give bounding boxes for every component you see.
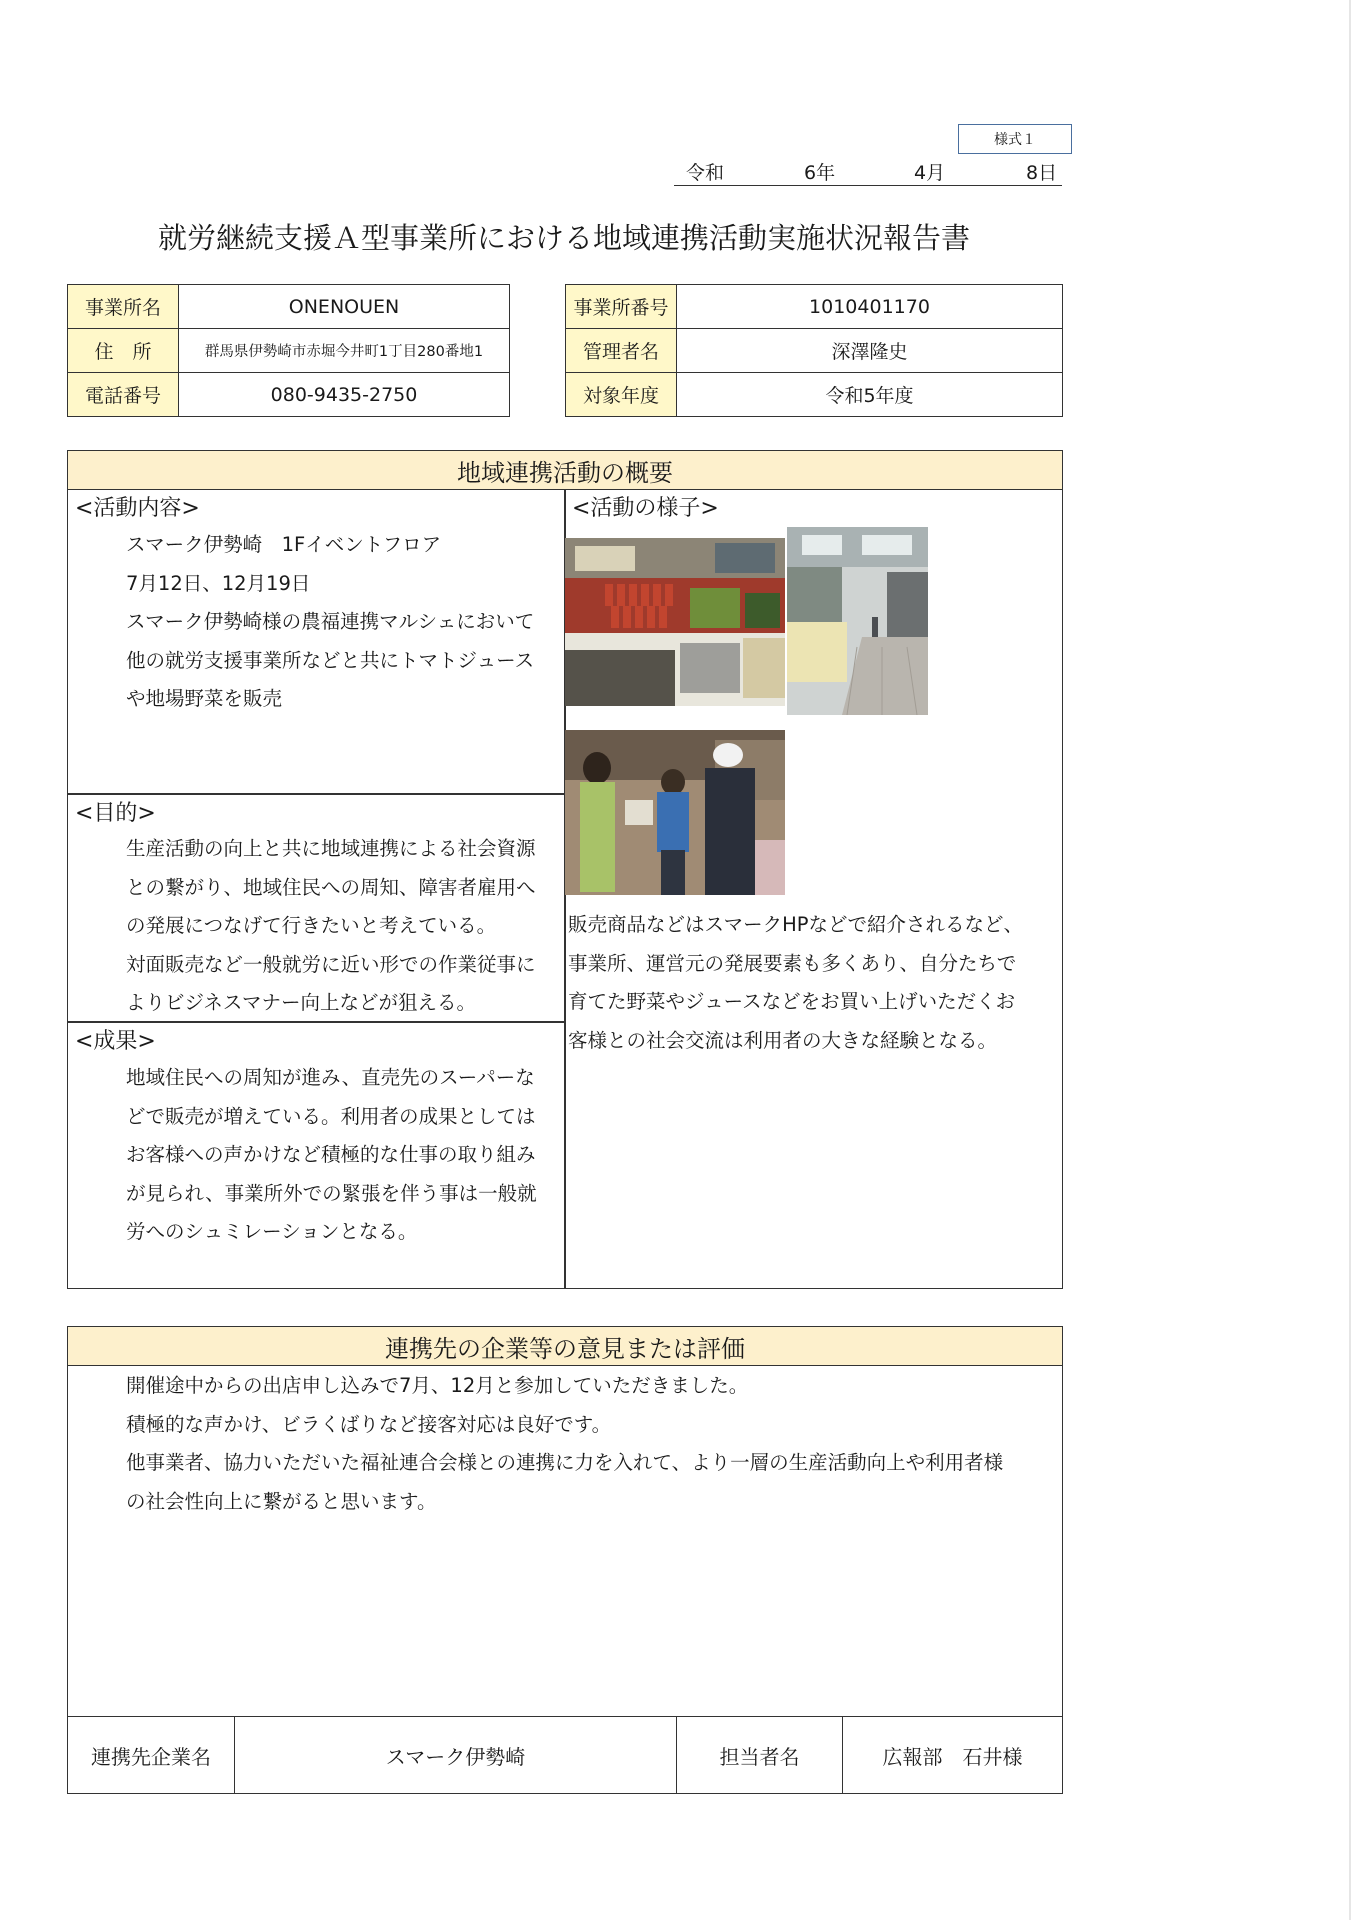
table-row (566, 373, 1063, 417)
purpose-line: の発展につなげて行きたいと考えている。 (126, 914, 497, 937)
fiscal-year-label: 対象年度 (566, 373, 677, 417)
evaluation-line: 開催途中からの出店申し込みで7月、12月と参加していただきました。 (126, 1374, 749, 1397)
table-row (68, 329, 510, 373)
date-month: 4月 (914, 162, 946, 184)
evaluation-heading-text: 連携先の企業等の意見または評価 (385, 1334, 745, 1363)
overview-heading-text: 地域連携活動の概要 (457, 458, 673, 487)
phone-label: 電話番号 (68, 373, 179, 417)
report-date (674, 156, 1062, 186)
activity-line: 他の就労支援事業所などと共にトマトジュース (126, 648, 535, 672)
evaluation-line: の社会性向上に繋がると思います。 (126, 1489, 437, 1513)
office-number-value: 1010401170 (677, 285, 1063, 329)
form-number-label: 様式１ (994, 132, 1036, 148)
evaluation-text (126, 1367, 1003, 1521)
address-value: 群馬県伊勢崎市赤堀今井町1丁目280番地1 (179, 329, 510, 373)
partner-table (67, 1716, 1063, 1794)
activity-photo-customers (565, 730, 785, 895)
result-line: 労へのシュミレーションとなる。 (126, 1220, 418, 1243)
purpose-line: 対面販売など一般就労に近い形での作業従事に (126, 952, 536, 976)
contact-person-label: 担当者名 (677, 1717, 843, 1794)
purpose-line: との繋がり、地域住民への周知、障害者雇用へ (126, 875, 536, 899)
table-row (68, 1717, 1063, 1794)
result-label: <成果> (75, 1029, 156, 1054)
result-text (126, 1059, 537, 1252)
purpose-label: <目的> (75, 801, 156, 826)
scene-line: 販売商品などはスマークHPなどで紹介されるなど、 (568, 913, 1024, 936)
activity-label: <活動内容> (75, 496, 200, 521)
partner-company-value: スマーク伊勢崎 (235, 1717, 677, 1794)
activity-line: スマーク伊勢崎 1Fイベントフロア (126, 533, 442, 556)
activity-photo-booth (565, 538, 785, 706)
purpose-line: よりビジネスマナー向上などが狙える。 (126, 991, 477, 1014)
table-row (566, 329, 1063, 373)
overview-heading (67, 450, 1063, 490)
result-line: 地域住民への周知が進み、直売先のスーパーな (126, 1066, 535, 1089)
office-info-table (67, 284, 510, 417)
activity-line: や地場野菜を販売 (126, 687, 283, 710)
date-year: 6年 (804, 162, 836, 184)
scene-line: 育てた野菜やジュースなどをお買い上げいただくお (568, 990, 1016, 1013)
result-line: お客様への声かけなど積極的な仕事の取り組み (126, 1143, 536, 1166)
activity-line: 7月12日、12月19日 (126, 571, 311, 595)
partner-company-label: 連携先企業名 (68, 1717, 235, 1794)
activity-text (126, 526, 534, 719)
evaluation-line: 積極的な声かけ、ビラくばりなど接客対応は良好です。 (126, 1412, 612, 1436)
activity-photo-floor (787, 527, 928, 715)
date-day: 8日 (1026, 162, 1058, 184)
page-edge (1349, 0, 1351, 1920)
result-line: どで販売が増えている。利用者の成果としては (126, 1104, 536, 1128)
document-title: 就労継続支援Ａ型事業所における地域連携活動実施状況報告書 (157, 221, 970, 255)
office-number-label: 事業所番号 (566, 285, 677, 329)
manager-value: 深澤隆史 (677, 329, 1063, 373)
scene-label: <活動の様子> (572, 496, 719, 521)
section-divider (67, 793, 565, 795)
date-era: 令和 (686, 162, 725, 184)
table-row (68, 285, 510, 329)
scene-text (568, 906, 1023, 1060)
evaluation-line: 他事業者、協力いただいた福祉連合会様との連携に力を入れて、より一層の生産活動向上や利用者様 (126, 1451, 1004, 1474)
address-label: 住 所 (68, 329, 179, 373)
form-number-box (958, 124, 1072, 154)
table-row (566, 285, 1063, 329)
purpose-line: 生産活動の向上と共に地域連携による社会資源 (126, 837, 536, 860)
evaluation-heading (67, 1326, 1063, 1366)
purpose-text (126, 830, 536, 1023)
office-name-label: 事業所名 (68, 285, 179, 329)
contact-person-value: 広報部 石井様 (843, 1717, 1063, 1794)
activity-line: スマーク伊勢崎様の農福連携マルシェにおいて (126, 610, 535, 633)
phone-value: 080-9435-2750 (179, 373, 510, 417)
office-detail-table (565, 284, 1063, 417)
manager-label: 管理者名 (566, 329, 677, 373)
scene-line: 事業所、運営元の発展要素も多くあり、自分たちで (568, 951, 1017, 975)
fiscal-year-value: 令和5年度 (677, 373, 1063, 417)
result-line: が見られ、事業所外での緊張を伴う事は一般就 (126, 1181, 537, 1205)
scene-line: 客様との社会交流は利用者の大きな経験となる。 (568, 1028, 998, 1052)
office-name-value: ONENOUEN (179, 285, 510, 329)
table-row (68, 373, 510, 417)
